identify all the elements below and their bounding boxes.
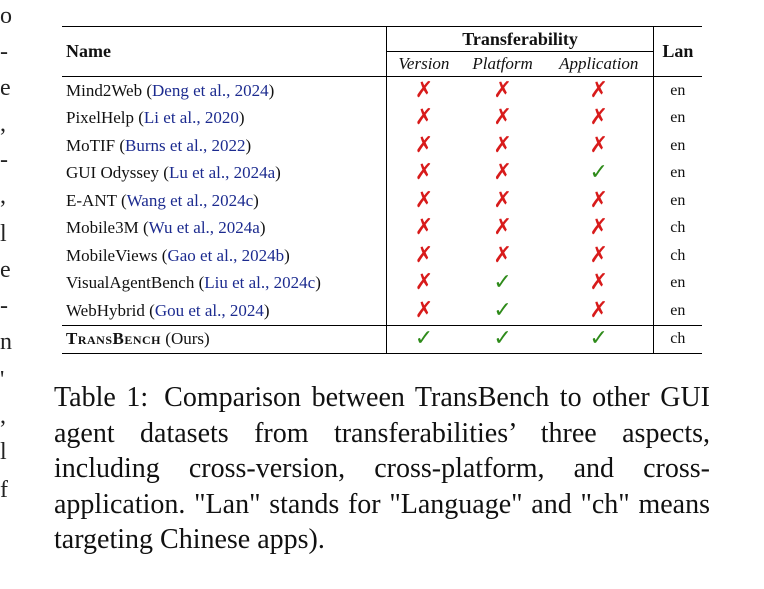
transferability-header: Transferability [387, 27, 653, 52]
version-mark: ✗ [414, 105, 434, 131]
language-cell: en [670, 301, 686, 319]
platform-mark: ✗ [493, 215, 512, 241]
application-header: Application [545, 52, 653, 77]
application-mark: ✗ [545, 187, 653, 215]
platform-mark: ✗ [493, 242, 512, 268]
language-cell: en [670, 109, 686, 127]
dataset-name: Mind2Web [66, 80, 143, 100]
table-row [62, 132, 702, 160]
caption-label: Table 1: [54, 382, 149, 413]
platform-mark: ✗ [493, 77, 512, 103]
version-mark: ✗ [414, 160, 434, 186]
application-mark: ✗ [545, 105, 653, 133]
application-mark: ✗ [545, 132, 653, 160]
margin-fragment: - [0, 39, 8, 65]
dataset-name: WebHybrid [66, 300, 145, 320]
dataset-name-cell [62, 325, 387, 353]
dataset-citation: Liu et al., 2024c [204, 273, 316, 293]
dataset-citation: Gao et al., 2024b [167, 245, 285, 265]
name-column-header: Name [62, 27, 387, 77]
language-cell: ch [670, 246, 686, 264]
version-mark: ✓ [387, 325, 460, 353]
margin-fragment: ' [0, 367, 5, 393]
table-row [62, 187, 702, 215]
dataset-name-cell: E-ANT (Wang et al., 2024c) [62, 187, 387, 215]
margin-fragment: n [0, 329, 12, 355]
dataset-name-cell: Mobile3M (Wu et al., 2024a) [62, 215, 387, 243]
dataset-name-cell: PixelHelp (Li et al., 2020) [62, 105, 387, 133]
dataset-citation: Gou et al., 2024 [154, 300, 264, 320]
application-mark: ✓ [545, 325, 653, 353]
platform-mark: ✓ [493, 270, 512, 296]
dataset-name: PixelHelp [66, 108, 134, 128]
version-mark: ✗ [414, 297, 434, 323]
table-row [62, 270, 702, 298]
lan-column-header: Lan [653, 27, 702, 77]
platform-mark: ✗ [493, 160, 512, 186]
dataset-citation: Deng et al., 2024 [152, 80, 269, 100]
application-mark: ✗ [545, 297, 653, 325]
caption-text: Comparison between TransBench to other GUI agent datasets from transferabilities’ three aspects, including cross-version, cross-platform, and cross-application. "Lan" stands for "Language" and "ch" means targeting Chinese apps). [54, 382, 711, 555]
version-mark: ✗ [414, 270, 434, 296]
dataset-name: VisualAgentBench [66, 273, 195, 293]
margin-fragment: e [0, 75, 11, 101]
application-mark: ✗ [545, 242, 653, 270]
language-cell: ch [670, 219, 686, 237]
platform-header: Platform [460, 52, 544, 77]
platform-mark: ✗ [493, 105, 512, 131]
margin-fragment: l [0, 439, 7, 465]
dataset-name: TransBench [66, 329, 162, 348]
platform-mark: ✓ [493, 297, 512, 323]
dataset-citation: Lu et al., 2024a [168, 163, 276, 183]
comparison-table [62, 26, 702, 354]
dataset-citation: Burns et al., 2022 [125, 135, 246, 155]
application-mark: ✗ [545, 215, 653, 243]
dataset-name-cell: MoTIF (Burns et al., 2022) [62, 132, 387, 160]
table-caption [54, 380, 710, 558]
dataset-name-cell: VisualAgentBench (Liu et al., 2024c) [62, 270, 387, 298]
version-mark: ✗ [414, 132, 434, 158]
version-mark: ✗ [414, 242, 434, 268]
margin-fragment: o [0, 3, 12, 29]
version-header: Version [387, 52, 460, 77]
table-row [62, 297, 702, 325]
margin-fragment: - [0, 147, 8, 173]
dataset-citation: Wang et al., 2024c [126, 190, 254, 210]
dataset-name: MobileViews [66, 245, 158, 265]
application-mark: ✗ [545, 270, 653, 298]
dataset-name: MoTIF [66, 135, 116, 155]
dataset-citation: Li et al., 2020 [143, 108, 239, 128]
language-cell: en [670, 191, 686, 209]
margin-fragment: l [0, 221, 7, 247]
table-row [62, 77, 702, 105]
dataset-name: GUI Odyssey [66, 163, 160, 183]
dataset-citation: Wu et al., 2024a [148, 218, 260, 238]
platform-mark: ✗ [493, 132, 512, 158]
language-cell: en [670, 136, 686, 154]
margin-fragment: - [0, 293, 8, 319]
margin-fragment: f [0, 477, 8, 503]
platform-mark: ✓ [460, 325, 544, 353]
language-cell: ch [653, 325, 702, 353]
margin-fragment: , [0, 403, 6, 429]
table-row [62, 160, 702, 188]
table-row [62, 242, 702, 270]
table-row [62, 105, 702, 133]
table-body [62, 77, 702, 354]
version-mark: ✗ [414, 77, 434, 103]
application-mark: ✓ [545, 160, 653, 188]
dataset-name-cell: MobileViews (Gao et al., 2024b) [62, 242, 387, 270]
margin-fragment: , [0, 183, 6, 209]
margin-fragment: e [0, 257, 11, 283]
version-mark: ✗ [414, 215, 434, 241]
dataset-name: E-ANT [66, 190, 117, 210]
dataset-name: Mobile3M [66, 218, 139, 238]
previous-column-fragment [0, 0, 12, 589]
margin-fragment: , [0, 111, 6, 137]
table-row [62, 215, 702, 243]
language-cell: en [670, 274, 686, 292]
application-mark: ✗ [545, 77, 653, 105]
dataset-name-cell: Mind2Web (Deng et al., 2024) [62, 77, 387, 105]
table-row-ours [62, 325, 702, 353]
language-cell: en [670, 81, 686, 99]
version-mark: ✗ [414, 187, 434, 213]
language-cell: en [670, 164, 686, 182]
ours-suffix: (Ours) [165, 329, 210, 348]
platform-mark: ✗ [493, 187, 512, 213]
dataset-name-cell: GUI Odyssey (Lu et al., 2024a) [62, 160, 387, 188]
dataset-name-cell: WebHybrid (Gou et al., 2024) [62, 297, 387, 325]
